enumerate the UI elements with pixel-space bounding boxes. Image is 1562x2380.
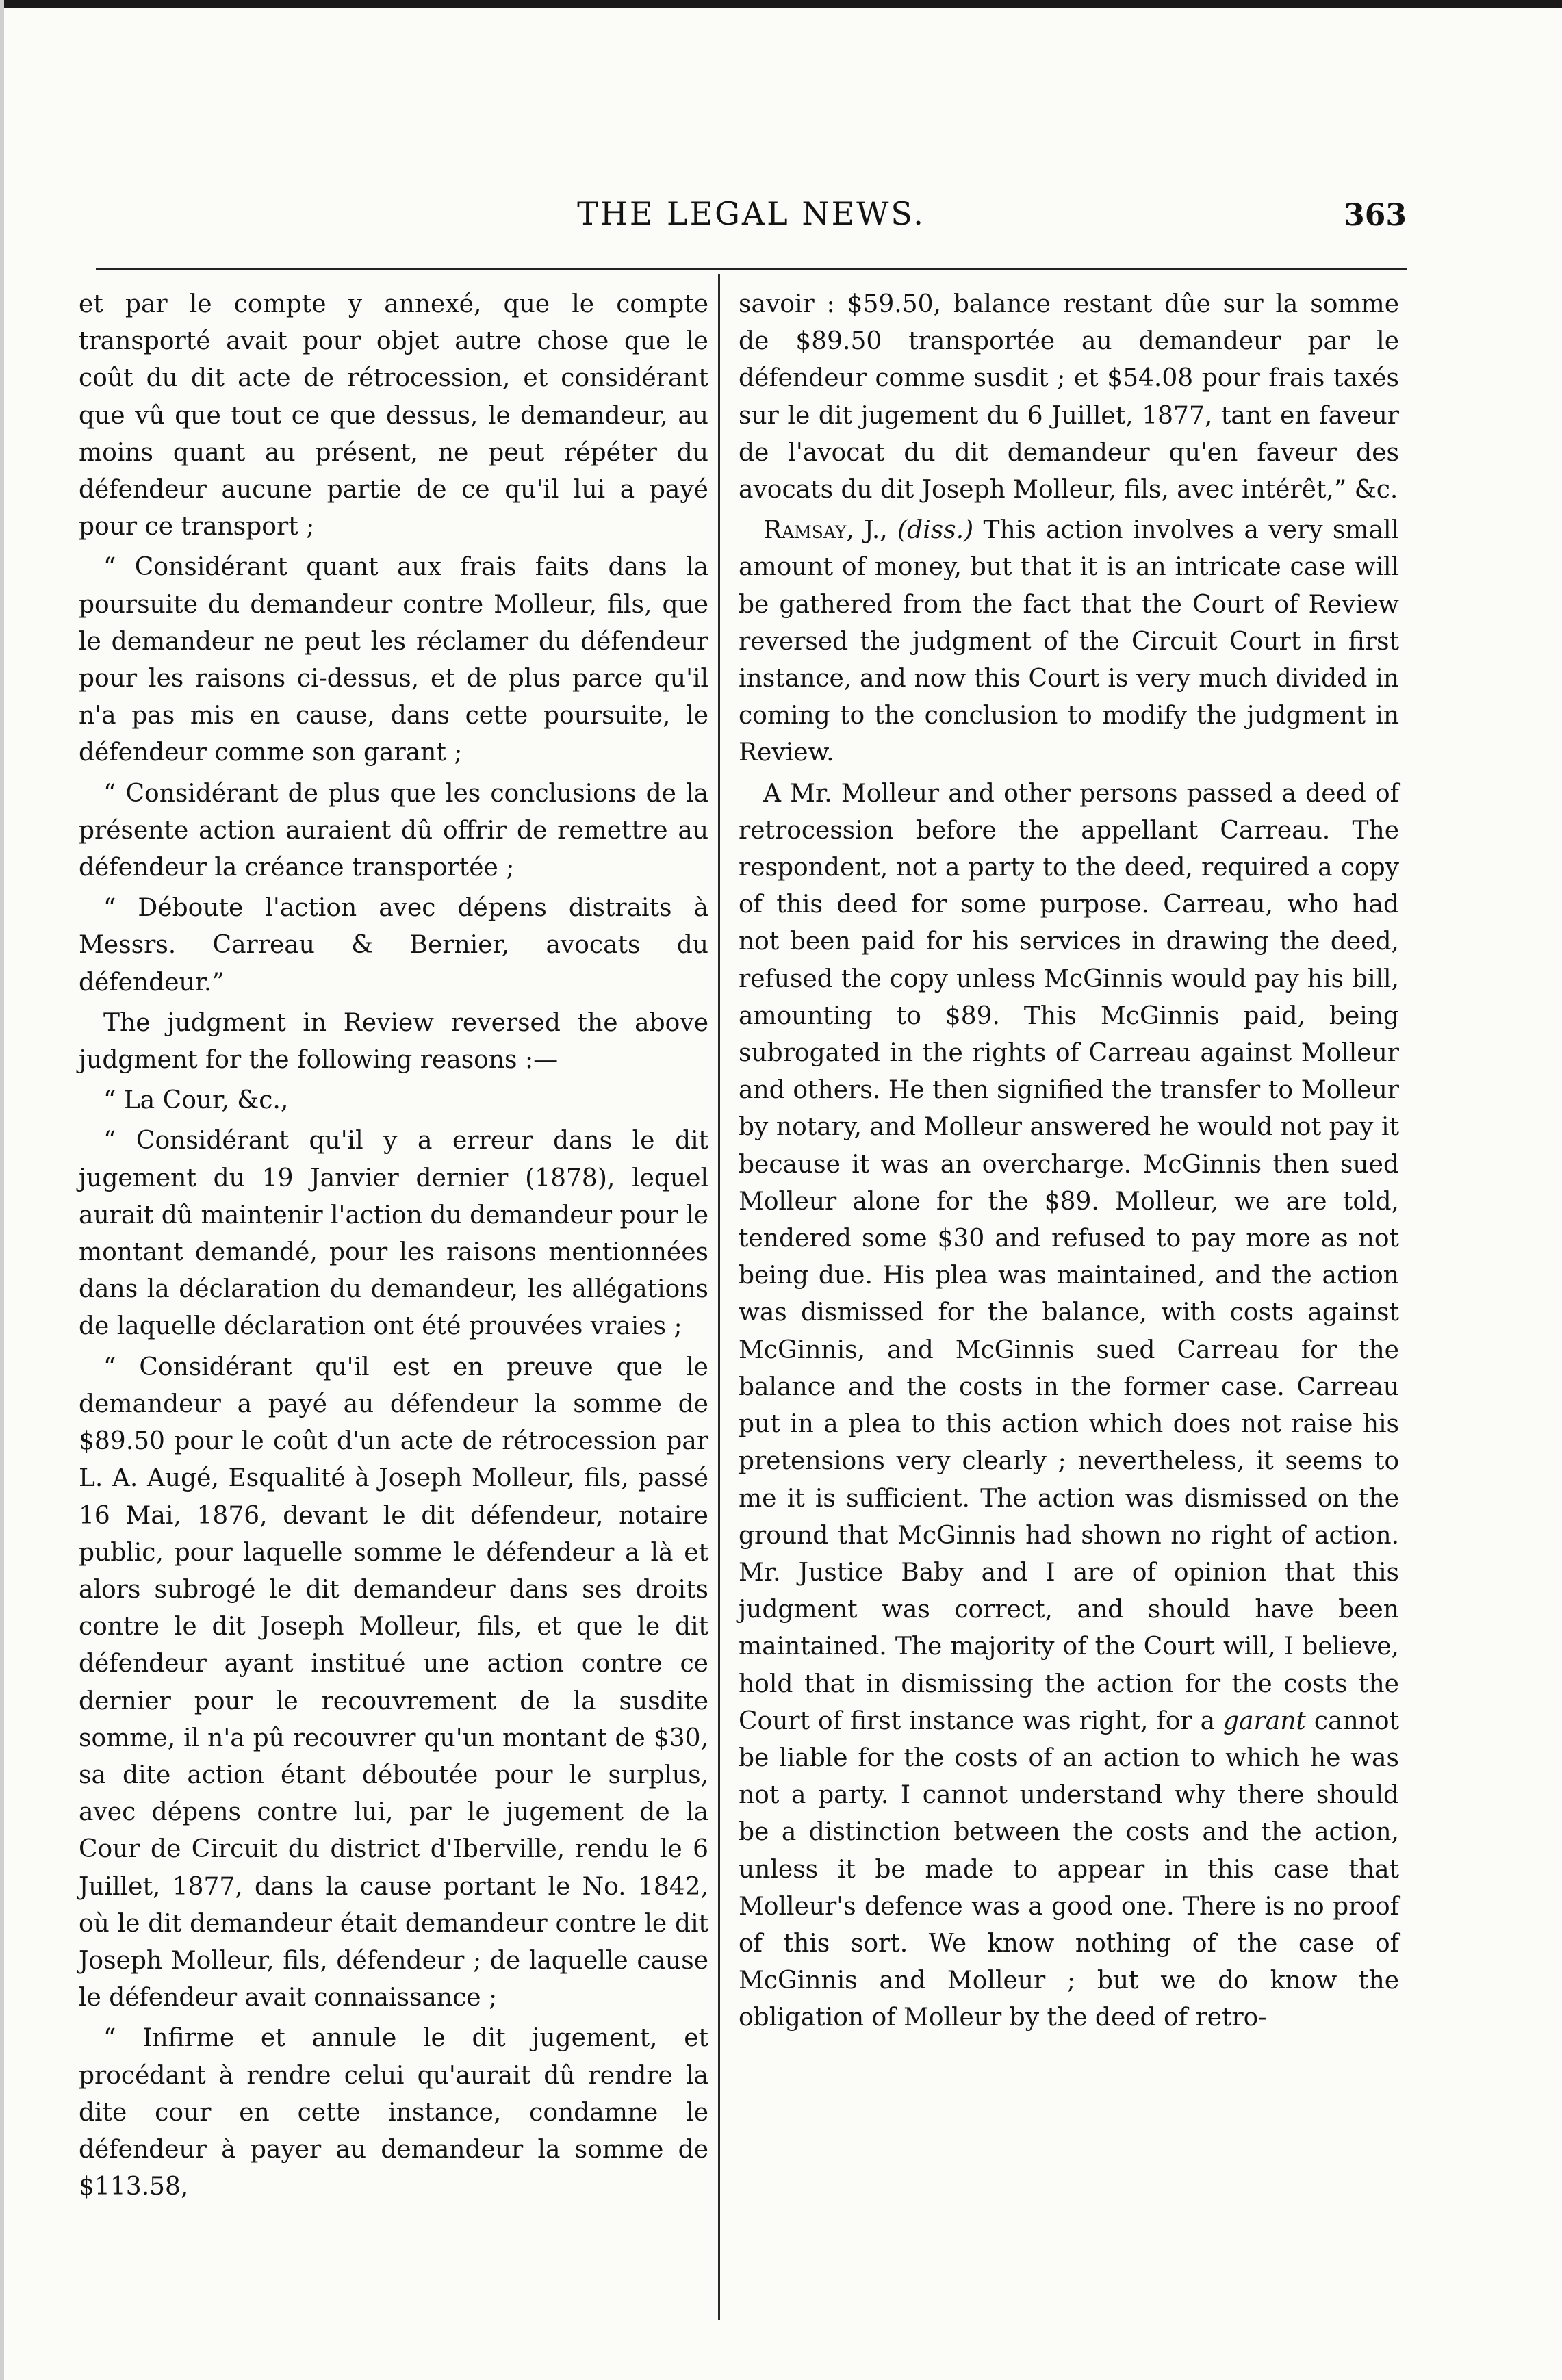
page-number: 363 (1344, 198, 1407, 233)
paragraph-text: cannot be liable for the costs of an action to which he was not a party. I cannot understand why there should be a distinction between the costs and the action, unless it be made to appear in this case that Molleur's defence was a good one. There is no proof of this sort. We know nothing of the case of McGinnis and Molleur ; but we do know the obligation of Molleur by the deed of retro- (739, 1706, 1399, 2032)
paragraph: “ Considérant qu'il y a erreur dans le dit jugement du 19 Janvier dernier (1878), lequel aurait dû maintenir l'action du demandeur pour le montant demandé, pour les raisons mentionnées dans la déclaration du demandeur, les allégations de laquelle déclaration ont été prouvées vraies ; (79, 1127, 708, 1341)
paragraph: savoir : $59.50, balance restant dûe sur la somme de $89.50 transportée au demandeur par le défendeur comme susdit ; et $54.08 pour frais taxés sur le dit jugement du 6 Juillet, 1877, tant en faveur de l'avocat du dit demandeur qu'en faveur des avocats du dit Joseph Molleur, fils, avec intérêt,” &c. (739, 290, 1399, 504)
paragraph (739, 776, 1399, 2037)
column-divider (718, 274, 720, 2320)
page-edge (0, 0, 4, 2380)
dissent-note: (diss.) (897, 516, 974, 545)
header-rule (96, 268, 1407, 270)
italic-term: garant (1223, 1706, 1306, 1735)
paragraph: “ Considérant qu'il est en preuve que le demandeur a payé au défendeur la somme de $89.50 pour le coût d'un acte de rétrocession par L. A. Augé, Esqualité à Joseph Molleur, fils, passé 16 Mai, 1876, devant le dit défendeur, notaire public, pour laquelle somme le défendeur a là et alors subrogé le dit demandeur dans ses droits contre le dit Joseph Molleur, fils, et que le dit défendeur ayant institué une action contre ce dernier pour le recouvrement de la susdite somme, il n'a pû recouvrer qu'un montant de $30, sa dite action étant déboutée pour le surplus, avec dépens contre lui, par le jugement de la Cour de Circuit du district d'Iberville, rendu le 6 Juillet, 1877, dans la cause portant le No. 1842, où le dit demandeur était demandeur contre le dit Joseph Molleur, fils, défendeur ; de laquelle cause le défendeur avait connaissance ; (79, 1353, 708, 2012)
paragraph: “ La Cour, &c., (103, 1086, 289, 1115)
paragraph: “ Déboute l'action avec dépens distraits à Messrs. Carreau & Bernier, avocats du défendeur.” (79, 894, 708, 997)
top-border (0, 0, 1562, 8)
running-title: THE LEGAL NEWS. (577, 195, 925, 232)
paragraph: The judgment in Review reversed the above judgment for the following reasons :— (79, 1008, 708, 1075)
paragraph: “ Infirme et annule le dit jugement, et procédant à rendre celui qu'aurait dû rendre la dite cour en cette instance, condamne le défendeur à payer au demandeur la somme de $113.58, (79, 2024, 708, 2201)
page-header (96, 195, 1407, 243)
opinion-paragraph (739, 512, 1399, 771)
paragraph: et par le compte y annexé, que le compte transporté avait pour objet autre chose que le coût du dit acte de rétrocession, et considérant que vû que tout ce que dessus, le demandeur, au moins quant au présent, ne peut répéter du défendeur aucune partie de ce qu'il lui a payé pour ce transport ; (79, 290, 708, 541)
paragraph: “ Considérant quant aux frais faits dans la poursuite du demandeur contre Molleur, fils, que le demandeur ne peut les réclamer du défendeur pour les raisons ci-dessus, et de plus parce qu'il n'a pas mis en cause, dans cette poursuite, le défendeur comme son garant ; (79, 553, 708, 767)
paragraph: “ Considérant de plus que les conclusions de la présente action auraient dû offrir de remettre au défendeur la créance transportée ; (79, 779, 708, 882)
paragraph-text: A Mr. Molleur and other persons passed a deed of retrocession before the appellant Carreau. The respondent, not a party to the deed, required a copy of this deed for some purpose. Carreau, who had not been paid for his services in drawing the deed, refused the copy unless McGinnis would pay his bill, amounting to $89. This McGinnis paid, being subrogated in the rights of Carreau against Molleur and others. He then signified the transfer to Molleur by notary, and Molleur answered he would not pay it because it was an overcharge. McGinnis then sued Molleur alone for the $89. Molleur, we are told, tendered some $30 and refused to pay more as not being due. His plea was maintained, and the action was dismissed for the balance, with costs against McGinnis, and McGinnis sued Carreau for the balance and the costs in the former case. Carreau put in a plea to this action which does not raise his pretensions very clearly ; nevertheless, it seems to me it is sufficient. The action was dismissed on the ground that McGinnis had shown no right of action. Mr. Justice Baby and I are of opinion that this judgment was correct, and should have been maintained. The majority of the Court will, I believe, hold that in dismissing the action for the costs the Court of first instance was right, for a (739, 779, 1399, 1735)
judge-name: Ramsay, J., (763, 516, 888, 545)
right-column (739, 286, 1399, 2040)
left-column (79, 286, 708, 2209)
paragraph-text: This action involves a very small amount of money, but that it is an intricate case will be gathered from the fact that the Court of Review reversed the judgment of the Circuit Court in first instance, and now this Court is very much divided in coming to the conclusion to modify the judgment in Review. (739, 516, 1399, 767)
